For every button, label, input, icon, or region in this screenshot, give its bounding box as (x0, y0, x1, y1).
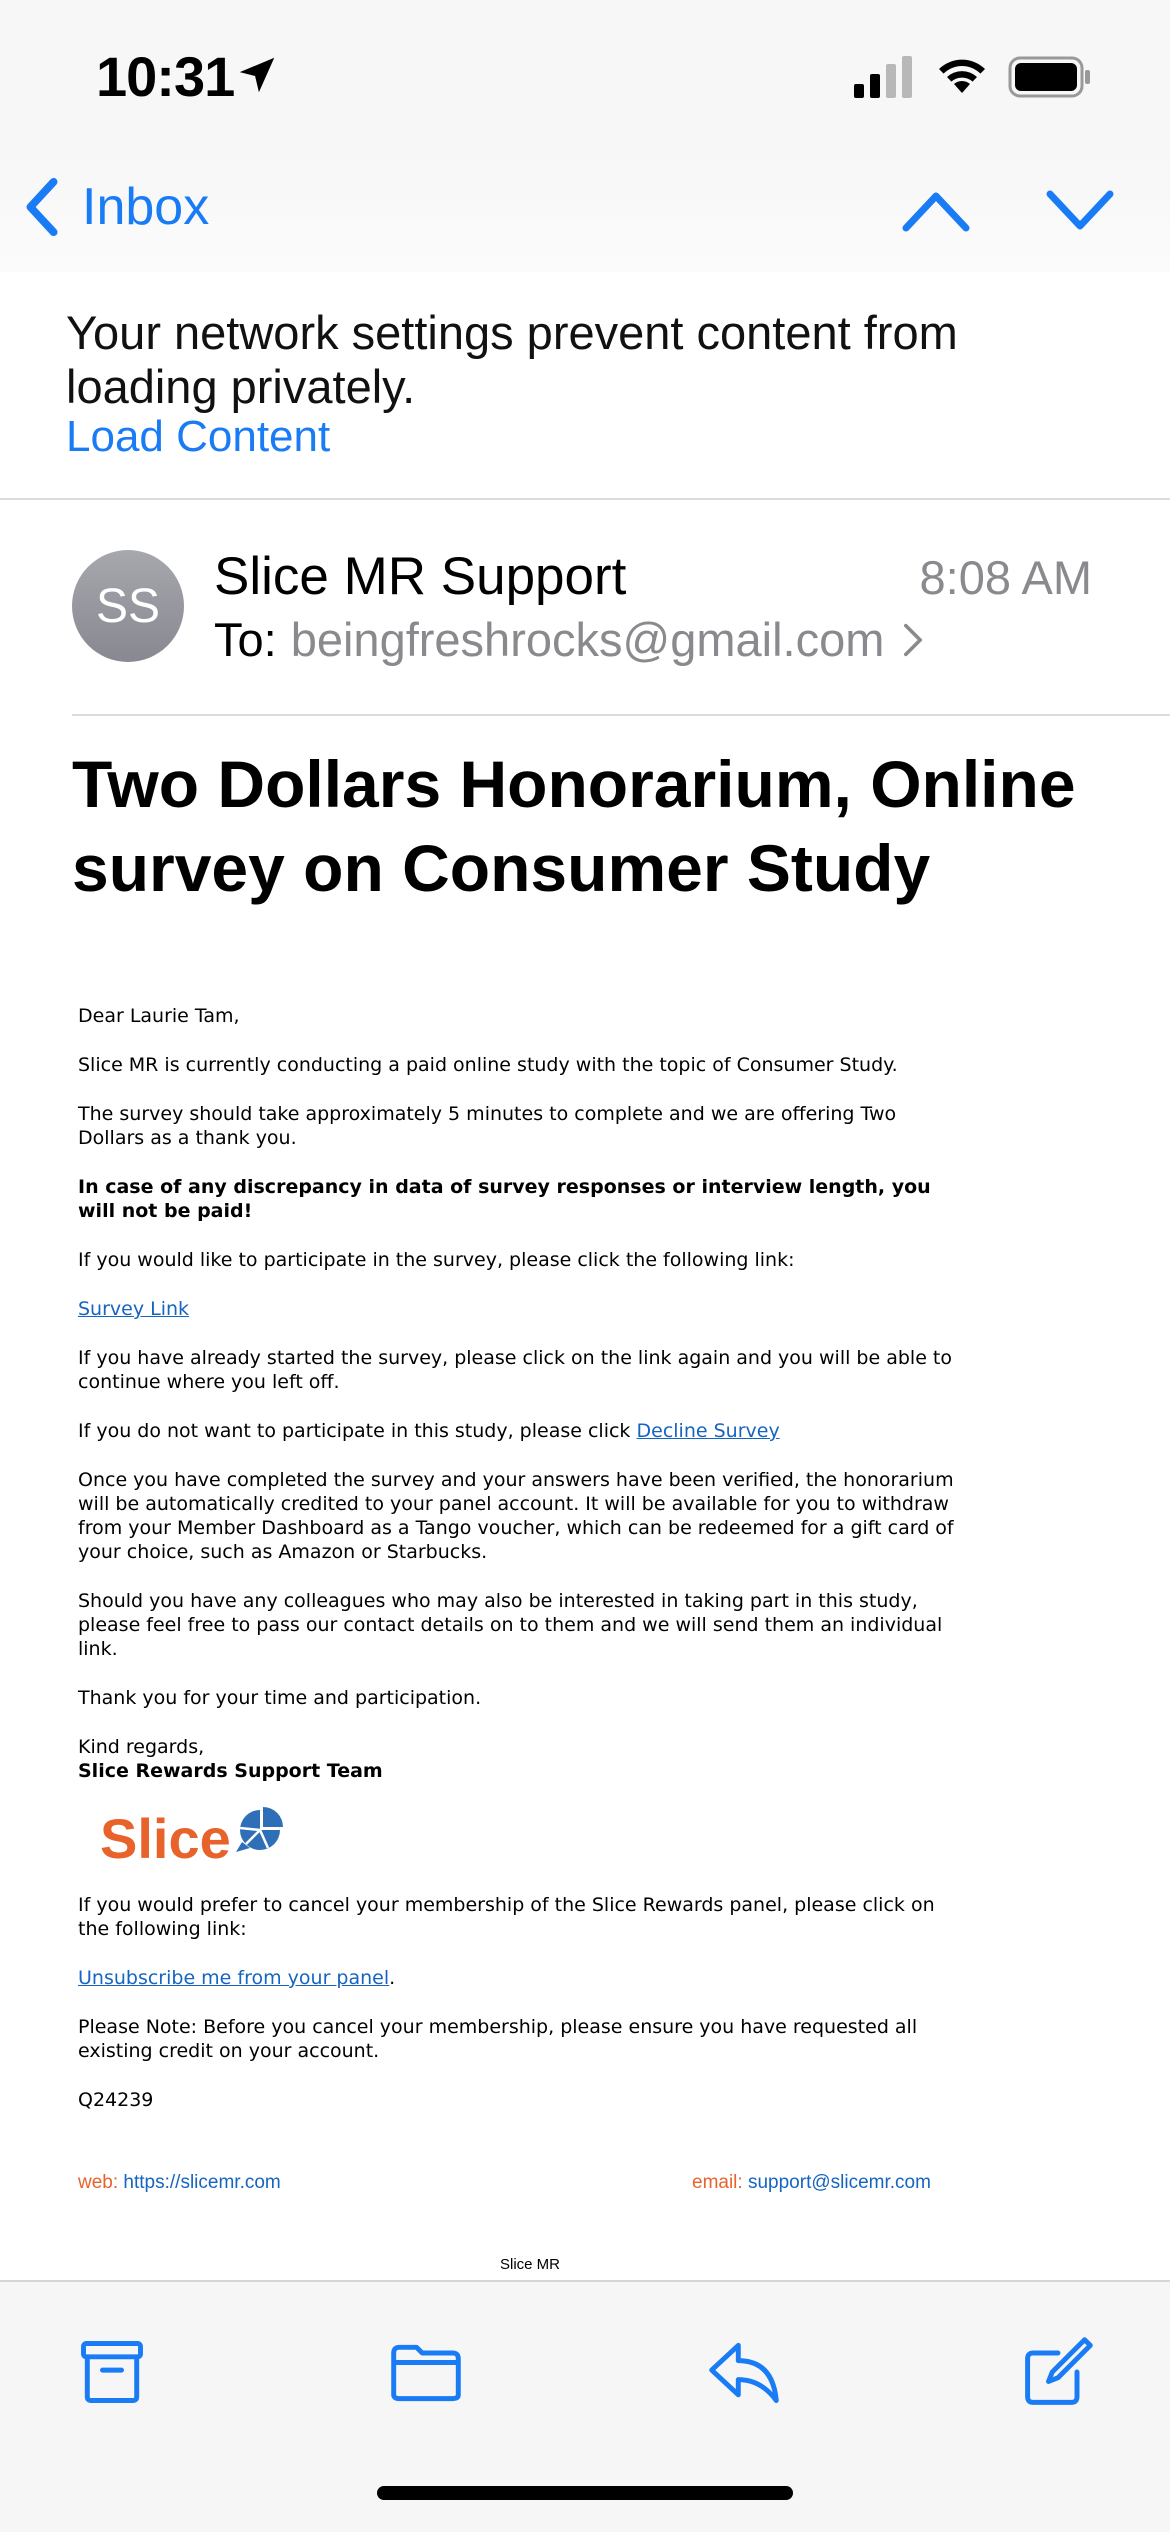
web-label: web: (78, 2172, 119, 2193)
body-paragraph: Slice MR is currently conducting a paid online study with the topic of Consumer Study. (78, 1054, 898, 1076)
survey-link[interactable]: Survey Link (78, 1298, 190, 1320)
email-time: 8:08 AM (919, 551, 1092, 604)
footer-brand: Slice MR (499, 2256, 560, 2273)
recipient-row[interactable] (214, 612, 924, 667)
reference-code: Q24239 (78, 2089, 154, 2111)
load-content-button[interactable]: Load Content (66, 412, 331, 461)
to-label: To: (214, 613, 277, 666)
body-paragraph: Thank you for your time and participation. (78, 1687, 482, 1709)
decline-text: If you do not want to participate in this study, please click (78, 1420, 631, 1442)
email-label: email: (692, 2172, 743, 2193)
unsubscribe-link[interactable]: Unsubscribe me from your panel (78, 1967, 390, 1989)
home-indicator[interactable] (377, 2486, 793, 2500)
sender-avatar[interactable]: SS (72, 550, 184, 662)
body-paragraph: Please Note: Before you cancel your membership, please ensure you have requested all existing credit on your account. (78, 2016, 918, 2062)
slice-logo-text: Slice (100, 1807, 231, 1870)
decline-paragraph (78, 1419, 958, 1443)
body-paragraph: Should you have any colleagues who may also be interested in taking part in this study, please feel free to pass our contact details on to them and we will send them an individual link. (78, 1590, 943, 1660)
unsubscribe-paragraph (78, 1966, 958, 1990)
next-message-chevron-down-icon[interactable] (1044, 180, 1116, 240)
chevron-left-icon (22, 176, 62, 238)
body-paragraph: If you would like to participate in the survey, please click the following link: (78, 1249, 795, 1271)
signoff: Kind regards, (78, 1736, 205, 1758)
email-footer (692, 2172, 931, 2194)
body-paragraph: If you would prefer to cancel your membership of the Slice Rewards panel, please click on the following link: (78, 1894, 935, 1940)
payment-warning: In case of any discrepancy in data of survey responses or interview length, you will not be paid! (78, 1176, 931, 1222)
header-divider (72, 714, 1170, 716)
pie-chart-icon (236, 1807, 283, 1852)
signature-team: Slice Rewards Support Team (78, 1760, 383, 1782)
decline-survey-link[interactable]: Decline Survey (636, 1420, 780, 1442)
previous-message-chevron-up-icon[interactable] (900, 180, 972, 240)
back-to-inbox-button[interactable] (22, 172, 209, 242)
sender-name[interactable]: Slice MR Support (214, 547, 627, 606)
recipient-address: beingfreshrocks@gmail.com (290, 613, 885, 666)
wifi-icon (934, 52, 990, 98)
location-arrow-icon (234, 52, 280, 98)
web-url-link[interactable]: https://slicemr.com (123, 2172, 281, 2193)
unsubscribe-suffix: . (389, 1967, 396, 1989)
reply-icon[interactable] (706, 2334, 782, 2410)
body-paragraph: The survey should take approximately 5 minutes to complete and we are offering Two Dollars as a thank you. (78, 1103, 897, 1149)
chevron-right-icon (902, 622, 924, 658)
email-subject: Two Dollars Honorarium, Online survey on Consumer Study (72, 747, 1076, 905)
navigation-bar (0, 150, 1170, 272)
privacy-banner (0, 272, 1170, 500)
body-paragraph: Once you have completed the survey and your answers have been verified, the honorarium will be automatically credited to your panel account. It will be available for you to withdraw from your Member Dashboard as a Tango voucher, which can be redeemed for a gift card of your choice, such as Amazon or Starbucks. (78, 1469, 954, 1563)
email-body (78, 1004, 958, 2137)
privacy-message: Your network settings prevent content from loading privately. (66, 306, 958, 413)
compose-icon[interactable] (1020, 2334, 1096, 2410)
greeting: Dear Laurie Tam, (78, 1005, 240, 1027)
back-label: Inbox (82, 178, 210, 236)
email-url-link[interactable]: support@slicemr.com (747, 2172, 931, 2193)
battery-icon (1008, 56, 1092, 98)
status-bar (0, 0, 1170, 150)
web-footer (78, 2172, 281, 2194)
archive-icon[interactable] (74, 2334, 150, 2410)
cellular-signal-icon (854, 56, 914, 98)
status-time: 10:31 (96, 45, 235, 108)
slice-logo (100, 1806, 290, 1870)
folder-icon[interactable] (388, 2334, 464, 2410)
body-paragraph: If you have already started the survey, please click on the link again and you will be able to continue where you left off. (78, 1347, 952, 1393)
